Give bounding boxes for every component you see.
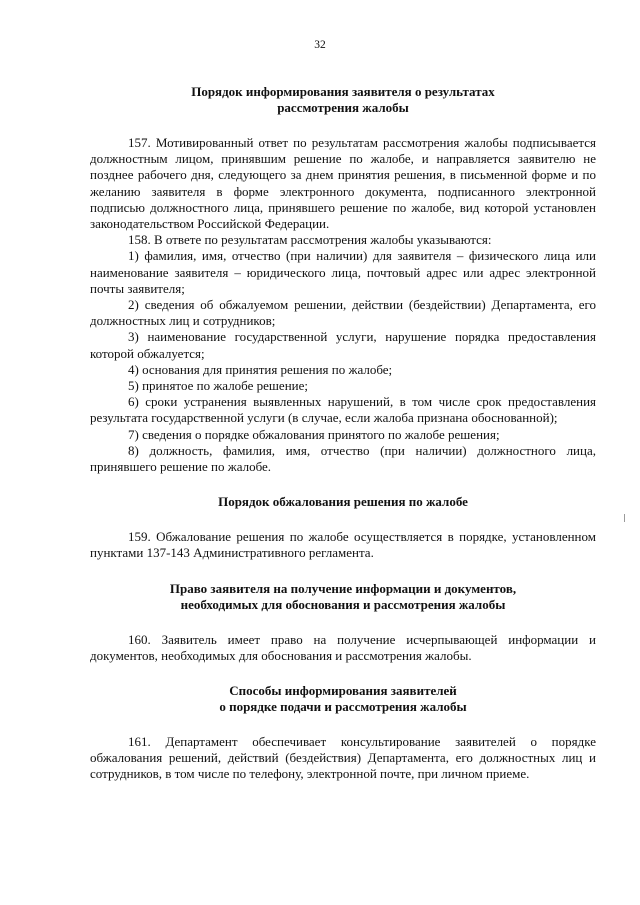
section-heading-informing-results <box>90 84 596 116</box>
list-item-7: 7) сведения о порядке обжалования принятого по жалобе решения; <box>128 426 500 442</box>
heading-line: рассмотрения жалобы <box>277 100 409 115</box>
heading-line: Порядок информирования заявителя о результатах <box>191 84 495 99</box>
list-item-5: 5) принятое по жалобе решение; <box>128 378 308 394</box>
paragraph-158: 158. В ответе по результатам рассмотрения жалобы указываются: <box>128 232 492 248</box>
paragraph-159: 159. Обжалование решения по жалобе осуществляется в порядке, установленном пунктами 137-143 Административного регламента. <box>90 529 596 561</box>
heading-line: Право заявителя на получение информации и документов, <box>169 580 517 596</box>
list-item-6: 6) сроки устранения выявленных нарушений, в том числе срок предоставления результата государственной услуги (в случае, если жалоба признана обоснованной); <box>90 394 596 426</box>
section-heading-informing-methods <box>90 683 596 715</box>
section-heading-appeal-procedure <box>90 494 596 510</box>
paragraph-160: 160. Заявитель имеет право на получение исчерпывающей информации и документов, необходимых для обоснования и рассмотрения жалобы. <box>90 631 596 663</box>
document-body <box>90 84 596 783</box>
list-item-4: 4) основания для принятия решения по жалобе; <box>128 361 393 377</box>
list-item-1: 1) фамилия, имя, отчество (при наличии) для заявителя – физического лица или наименование заявителя – юридического лица, почтовый адрес или адрес электронной почты заявителя; <box>90 248 596 296</box>
list-item-3: 3) наименование государственной услуги, нарушение порядка предоставления которой обжалуется; <box>90 329 596 361</box>
section-heading-right-to-information <box>90 581 596 613</box>
page-number: 32 <box>314 39 326 51</box>
list-item-8: 8) должность, фамилия, имя, отчество (при наличии) должностного лица, принявшего решение по жалобе. <box>90 442 596 475</box>
paragraph-161: 161. Департамент обеспечивает консультирование заявителей о порядке обжалования решений, действий (бездействия) Департамента, его должностных лиц и сотрудников, в том числе по телефону, электронной почте, при личном приеме. <box>90 734 596 782</box>
heading-line: Порядок обжалования решения по жалобе <box>218 494 468 510</box>
heading-line: Способы информирования заявителей <box>229 683 457 699</box>
paragraph-157: 157. Мотивированный ответ по результатам рассмотрения жалобы подписывается должностным лицом, принявшим решение по жалобе, и направляется заявителю не позднее рабочего дня, следующего за днем принятия решения, в письменной форме и по желанию заявителя в форме электронного документа, подписанного электронной подписью должностного лица, принявшего решение по жалобе, вид которой установлен законодательством Российской Федерации. <box>90 135 596 232</box>
list-item-2: 2) сведения об обжалуемом решении, действии (бездействии) Департамента, его должностных лиц и сотрудников; <box>90 297 596 329</box>
scan-margin-mark <box>624 514 625 522</box>
heading-line: о порядке подачи и рассмотрения жалобы <box>219 699 467 715</box>
heading-line: необходимых для обоснования и рассмотрения жалобы <box>180 596 506 612</box>
